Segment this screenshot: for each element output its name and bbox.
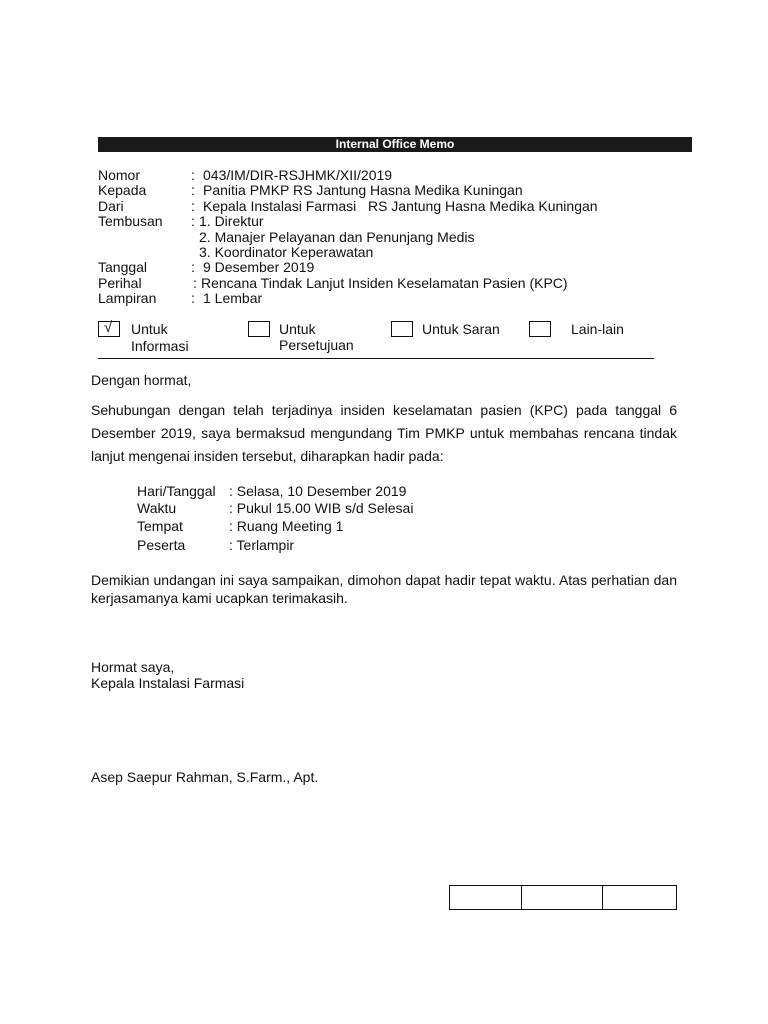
checkbox-informasi-label-2: Informasi [131,338,189,354]
checkbox-persetujuan-label-1: Untuk [279,321,316,337]
tembusan-item-3: 3. Koordinator Keperawatan [199,244,374,260]
footer-table [449,885,677,910]
nomor-label: Nomor [98,167,141,183]
dari-value: Kepala Instalasi Farmasi RS Jantung Hasna Medika Kuningan [203,198,598,214]
detail-value-waktu: : Pukul 15.00 WIB s/d Selesai [229,500,414,516]
detail-value-peserta: : Terlampir [229,537,295,553]
tanggal-value: 9 Desember 2019 [203,259,315,275]
tanggal-colon: : [191,259,195,275]
dari-label: Dari [98,198,124,214]
lampiran-colon: : [191,290,195,306]
memo-title-bar: Internal Office Memo [98,137,692,152]
dari-colon: : [191,198,195,214]
detail-label-peserta: Peserta [137,537,186,553]
nomor-colon: : [191,167,195,183]
footer-table-divider [602,886,603,909]
tembusan-item-2: 2. Manajer Pelayanan dan Penunjang Medis [199,229,475,245]
checkbox-lain-label: Lain-lain [571,321,624,337]
header-divider [98,358,654,359]
detail-value-tempat: : Ruang Meeting 1 [229,518,344,534]
detail-value-hari: : Selasa, 10 Desember 2019 [229,483,407,499]
checkbox-saran[interactable] [391,321,413,337]
kepada-value: Panitia PMKP RS Jantung Hasna Medika Kuningan [203,182,523,198]
closing: Hormat saya, [91,659,175,675]
tembusan-item-1: 1. Direktur [199,213,264,229]
tembusan-colon: : [191,213,195,229]
tembusan-label: Tembusan [98,213,163,229]
checkbox-lain[interactable] [529,321,551,337]
greeting: Dengan hormat, [91,372,192,388]
perihal-label: Perihal [98,275,142,291]
tanggal-label: Tanggal [98,259,148,275]
check-mark-icon: √ [104,319,113,336]
checkbox-persetujuan[interactable] [248,321,270,337]
kepada-label: Kepada [98,182,147,198]
footer-table-divider [521,886,522,909]
checkbox-informasi-label-1: Untuk [131,321,168,337]
perihal-value: Rencana Tindak Lanjut Insiden Keselamatan Pasien (KPC) [201,275,568,291]
signer-position: Kepala Instalasi Farmasi [91,675,245,691]
nomor-value: 043/IM/DIR-RSJHMK/XII/2019 [203,167,393,183]
detail-label-waktu: Waktu [137,500,177,516]
paragraph-2: Demikian undangan ini saya sampaikan, dimohon dapat hadir tepat waktu. Atas perhatian dan kerjasamanya kami ucapkan terimakasih. [91,572,677,606]
perihal-colon: : [193,275,197,291]
checkbox-saran-label: Untuk Saran [422,321,500,337]
detail-label-hari: Hari/Tanggal [137,483,216,499]
signer-name: Asep Saepur Rahman, S.Farm., Apt. [91,769,319,785]
lampiran-value: 1 Lembar [203,290,263,306]
detail-label-tempat: Tempat [137,518,183,534]
lampiran-label: Lampiran [98,290,157,306]
checkbox-persetujuan-label-2: Persetujuan [279,337,354,353]
kepada-colon: : [191,182,195,198]
paragraph-1: Sehubungan dengan telah terjadinya insiden keselamatan pasien (KPC) pada tanggal 6 Desember 2019, saya bermaksud mengundang Tim PMKP untuk membahas rencana tindak lanjut mengenai insiden tersebut, diharapkan hadir pada: [91,402,677,464]
